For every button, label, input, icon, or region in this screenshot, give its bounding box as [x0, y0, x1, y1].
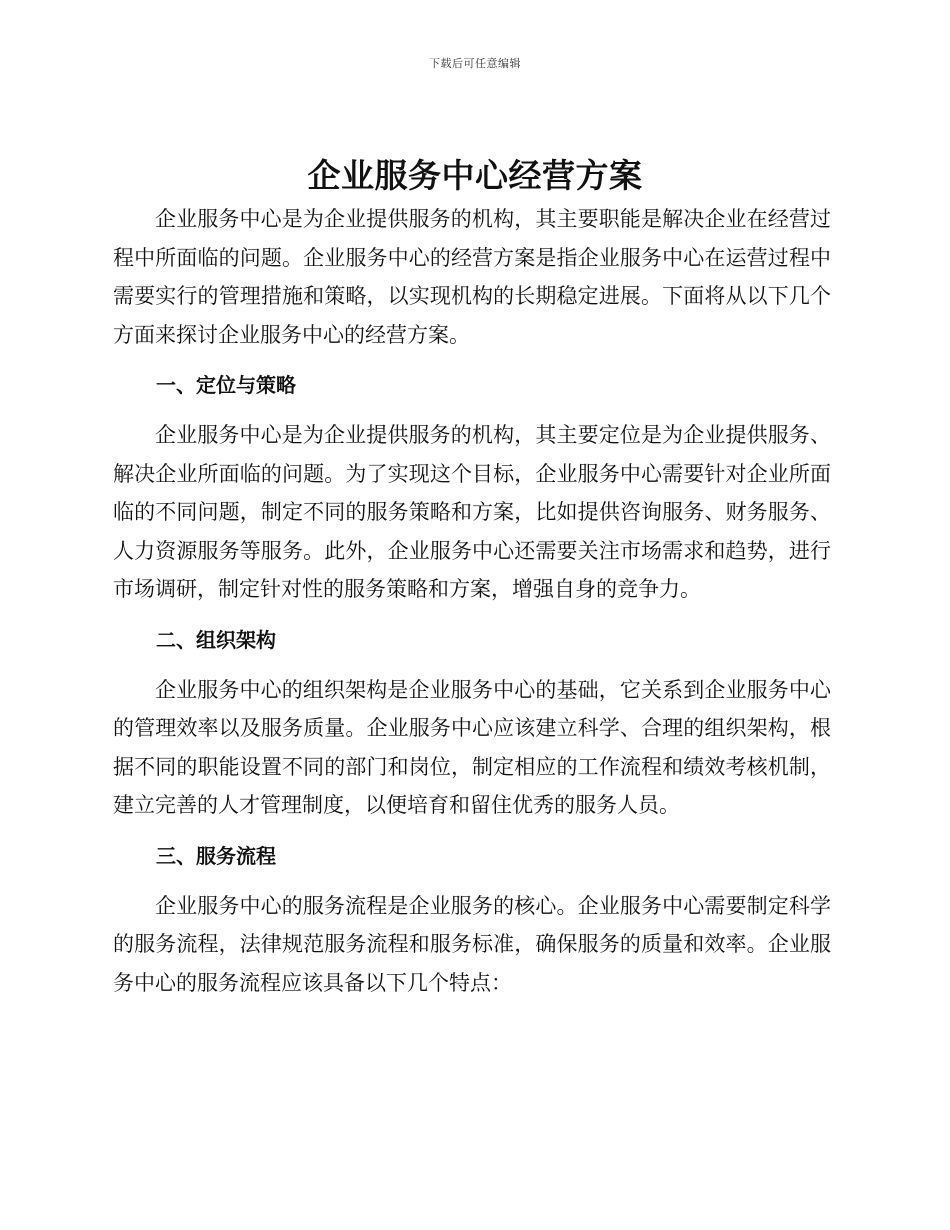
section-heading-organization: 二、组织架构: [156, 627, 276, 652]
section-body-positioning: 企业服务中心是为企业提供服务的机构，其主要定位是为企业提供服务、解决企业所面临的问题。为了实现这个目标，企业服务中心需要针对企业所面临的不同问题，制定不同的服务策略和方案，比如提供咨询服务、财务服务、人力资源服务等服务。此外，企业服务中心还需要关注市场需求和趋势，进行市场调研，制定针对性的服务策略和方案，增强自身的竞争力。: [113, 423, 831, 601]
document-title: 企业服务中心经营方案: [307, 156, 643, 195]
header-note: 下载后可任意编辑: [429, 57, 521, 70]
section-body-organization: 企业服务中心的组织架构是企业服务中心的基础，它关系到企业服务中心的管理效率以及服务质量。企业服务中心应该建立科学、合理的组织架构，根据不同的职能设置不同的部门和岗位，制定相应的工作流程和绩效考核机制，建立完善的人才管理制度，以便培育和留住优秀的服务人员。: [113, 677, 831, 817]
section-heading-positioning: 一、定位与策略: [156, 373, 296, 397]
section-heading-service-process: 三、服务流程: [156, 843, 276, 868]
section-body-service-process: 企业服务中心的服务流程是企业服务的核心。企业服务中心需要制定科学的服务流程，法律规范服务流程和服务标准，确保服务的质量和效率。企业服务中心的服务流程应该具备以下几个特点：: [113, 893, 831, 995]
document-body: [113, 200, 831, 1002]
intro-paragraph: 企业服务中心是为企业提供服务的机构，其主要职能是解决企业在经营过程中所面临的问题。企业服务中心的经营方案是指企业服务中心在运营过程中需要实行的管理措施和策略，以实现机构的长期稳定进展。下面将从以下几个方面来探讨企业服务中心的经营方案。: [113, 207, 831, 347]
